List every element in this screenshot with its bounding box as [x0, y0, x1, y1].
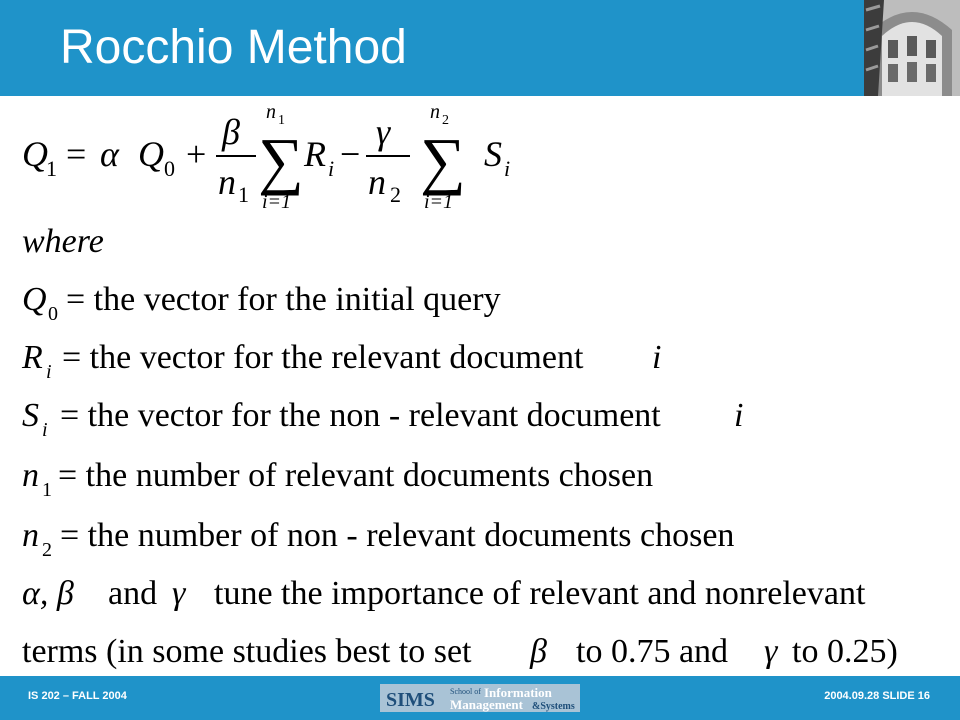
- definition-n2: [22, 517, 734, 561]
- formula-r-sub: i: [328, 156, 335, 181]
- def-r-index: i: [652, 339, 662, 376]
- where-label: where: [22, 223, 104, 260]
- formula-q0-sub: 0: [164, 156, 175, 181]
- def-n2-text: = the number of non - relevant documents chosen: [60, 517, 735, 554]
- formula-q1: Q: [22, 134, 48, 174]
- def-n1-text: = the number of relevant documents chosen: [58, 457, 654, 494]
- formula-n1: n: [218, 162, 236, 202]
- def-r-sub: i: [46, 361, 52, 383]
- tune-text: tune the importance of relevant and nonrelevant: [214, 575, 866, 612]
- title-bar: [0, 0, 864, 96]
- formula-plus: +: [186, 134, 207, 174]
- logo-systems: &Systems: [532, 701, 575, 712]
- formula-equals: =: [66, 134, 87, 174]
- formula-alpha: α: [100, 134, 119, 174]
- terms-text-2: to 0.75 and: [576, 633, 729, 670]
- terms-text-3: to 0.25): [792, 633, 898, 670]
- terms-beta: β: [530, 633, 547, 670]
- def-s-index: i: [734, 397, 744, 434]
- logo-school-of: School of: [450, 687, 481, 696]
- formula-q1-sub: 1: [46, 156, 57, 181]
- formula-r: R: [304, 134, 326, 174]
- definition-q0: [22, 281, 501, 325]
- course-label: IS 202 – FALL 2004: [28, 690, 127, 702]
- sims-logo: [380, 684, 580, 712]
- def-n2-symbol: n: [22, 517, 39, 554]
- sum2-upper: n: [430, 101, 440, 123]
- building-photo: [864, 0, 960, 96]
- sum1-upper: n: [266, 101, 276, 123]
- slide-number: 2004.09.28 SLIDE 16: [824, 690, 930, 702]
- formula-gamma: γ: [376, 112, 391, 152]
- formula-n1-sub: 1: [238, 182, 249, 207]
- formula-beta: β: [222, 112, 240, 152]
- def-q0-sub: 0: [48, 303, 58, 325]
- tuning-line: [22, 575, 866, 612]
- footer-bar: [0, 676, 960, 720]
- formula-n2: n: [368, 162, 386, 202]
- def-s-symbol: S: [22, 397, 39, 434]
- def-s-sub: i: [42, 419, 48, 441]
- definition-si: [22, 397, 743, 441]
- def-q0-text: = the vector for the initial query: [66, 281, 501, 318]
- slide-title: Rocchio Method: [60, 21, 407, 74]
- sum2-lower: i=1: [424, 191, 454, 213]
- formula-minus: −: [340, 134, 361, 174]
- slide-body: [0, 96, 960, 676]
- tune-alpha-beta: α, β: [22, 575, 74, 612]
- sum1-sign: ∑: [258, 125, 304, 196]
- sum1-upper-sub: 1: [278, 113, 285, 128]
- def-r-text: = the vector for the relevant document: [62, 339, 584, 376]
- terms-text-1: terms (in some studies best to set: [22, 633, 472, 670]
- definition-ri: [21, 339, 661, 383]
- sum2-upper-sub: 2: [442, 113, 449, 128]
- logo-sims: SIMS: [386, 689, 435, 711]
- terms-line: [22, 633, 898, 670]
- formula-s: S: [484, 134, 502, 174]
- tune-and: and: [108, 575, 158, 612]
- def-n2-sub: 2: [42, 539, 52, 561]
- sum1-lower: i=1: [262, 191, 292, 213]
- def-n1-symbol: n: [22, 457, 39, 494]
- logo-management: Management: [450, 697, 523, 712]
- logo-information: Information: [484, 685, 552, 700]
- rocchio-formula: [22, 101, 510, 213]
- def-s-text: = the vector for the non - relevant document: [60, 397, 661, 434]
- definition-n1: [22, 457, 653, 501]
- formula-n2-sub: 2: [390, 182, 401, 207]
- formula-s-sub: i: [504, 156, 511, 181]
- tune-gamma: γ: [172, 575, 186, 612]
- formula-q0: Q: [138, 134, 164, 174]
- def-r-symbol: R: [22, 339, 43, 376]
- sum2-sign: ∑: [420, 125, 466, 196]
- def-q0-symbol: Q: [22, 281, 47, 318]
- terms-gamma: γ: [764, 633, 778, 670]
- def-n1-sub: 1: [42, 479, 52, 501]
